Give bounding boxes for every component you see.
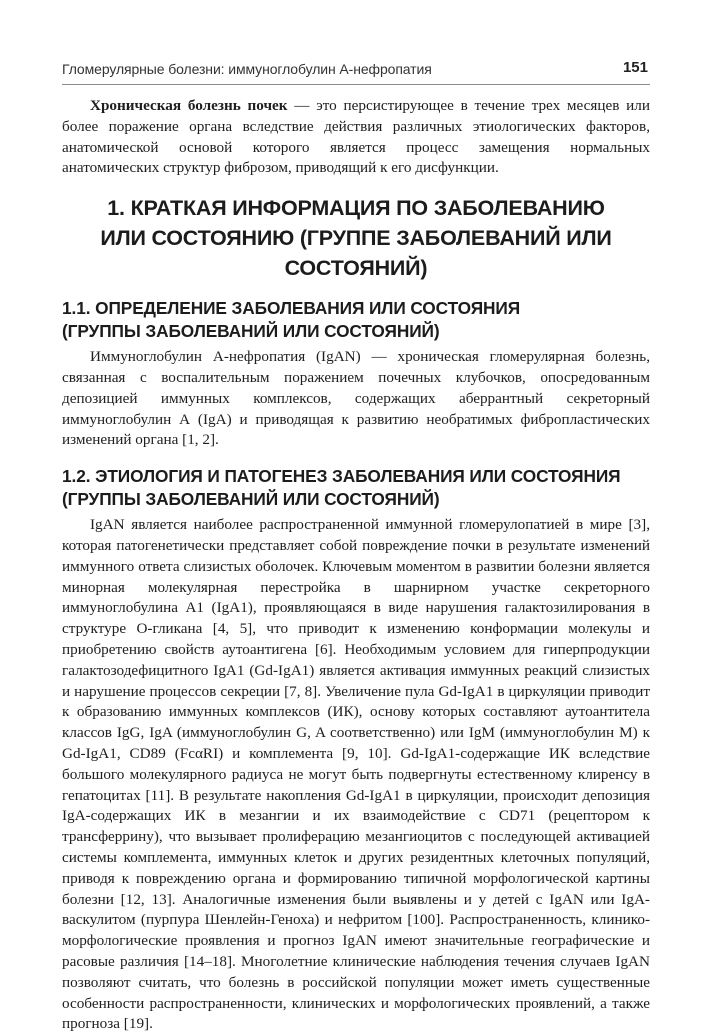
section-title-line1: 1. КРАТКАЯ ИНФОРМАЦИЯ ПО ЗАБОЛЕВАНИЮ (107, 196, 605, 221)
section-title (62, 193, 650, 283)
intro-paragraph (62, 96, 650, 179)
subsection-1-1-title-line2: (ГРУППЫ ЗАБОЛЕВАНИЙ ИЛИ СОСТОЯНИЙ) (62, 321, 440, 342)
running-header (62, 56, 650, 85)
subsection-1-2-title-line1: 1.2. ЭТИОЛОГИЯ И ПАТОГЕНЕЗ ЗАБОЛЕВАНИЯ ИЛИ СОСТОЯНИЯ (62, 466, 621, 487)
section-title-line2: ИЛИ СОСТОЯНИЮ (ГРУППЕ ЗАБОЛЕВАНИЙ ИЛИ СОСТОЯНИЙ) (100, 226, 612, 281)
definition-paragraph: Иммуноглобулин А-нефропатия (IgAN) — хроническая гломерулярная болезнь, связанная с воспалительным поражением почечных клубочков, опосредованным депозицией иммунных комплексов, содержащих аберрантный секреторный иммуноглобулин А (IgA) и приводящая к развитию необратимых фибропластических изменений органа [1, 2]. (62, 348, 650, 449)
subsection-1-1-title (62, 297, 650, 343)
subsection-1-2-title (62, 465, 650, 511)
running-title: Гломерулярные болезни: иммуноглобулин А-нефропатия (62, 61, 432, 77)
subsection-1-2-title-line2: (ГРУППЫ ЗАБОЛЕВАНИЙ ИЛИ СОСТОЯНИЙ) (62, 489, 440, 510)
etiology-paragraph: IgAN является наиболее распространенной иммунной гломерулопатией в мире [3], которая патогенетически представляет собой повреждение почки в результате изменений иммунного ответа слизистых оболочек. Ключевым моментом в развитии болезни является минорная молекулярная перестройка в шарнирном участке секреторного иммуноглобулина А1 (IgA1), проявляющаяся в виде нарушения галактозилирования в структуре О-гликана [4, 5], что приводит к изменению конформации молекулы и приобретению свойств аутоантигена [6]. Необходимым условием для гиперпродукции галактозодефицитного IgA1 (Gd-IgA1) является активация иммунных реакций слизистых и нарушение процессов секреции [7, 8]. Увеличение пула Gd-IgA1 в циркуляции приводит к образованию иммунных комплексов (ИК), основу которых составляют аутоантитела классов IgG, IgA (иммуноглобулин G, A соответственно) или IgM (иммуноглобулин М) к Gd-IgA1, CD89 (FcαRI) и комплемента [9, 10]. Gd-IgA1-содержащие ИК вследствие большого молекулярного радиуса не могут быть подвергнуты естественному клиренсу в гепатоцитах [11]. В результате накопления Gd-IgA1 в циркуляции, происходит депозиция IgA-содержащих ИК в мезангии и их взаимодействие с CD71 (рецептором к трансферрину), что вызывает пролиферацию мезангиоцитов с последующей активацией системы комплемента, иммунных клеток и других резидентных клеточных популяций, приводя к повреждению органа и формированию типичной морфологической картины болезни [12, 13]. Аналогичные изменения были выявлены и у детей с IgAN или IgA-васкулитом (пурпура Шенлейн-Геноха) и нефритом [100]. Распространенность, клинико-морфологические проявления и прогноз IgAN имеют значительные географические и расовые различия [14–18]. Многолетние клинические наблюдения течения случаев IgAN позволяют считать, что болезнь в российской популяции может иметь существенные особенности распространенности, клинических и морфологических проявлений, а также прогноза [19]. (62, 516, 650, 1033)
intro-text: — это персистирующее в течение трех месяцев или более поражение органа вследствие действия различных этиологических факторов, анатомической основой которого является процесс замещения нормальных анатомических структур фиброзом, приводящий к его дисфункции. (62, 97, 651, 177)
subsection-1-1-title-line1: 1.1. ОПРЕДЕЛЕНИЕ ЗАБОЛЕВАНИЯ ИЛИ СОСТОЯНИЯ (62, 298, 521, 319)
intro-term: Хроническая болезнь почек (90, 97, 288, 114)
page-content (62, 96, 650, 1035)
page-number: 151 (622, 59, 648, 76)
